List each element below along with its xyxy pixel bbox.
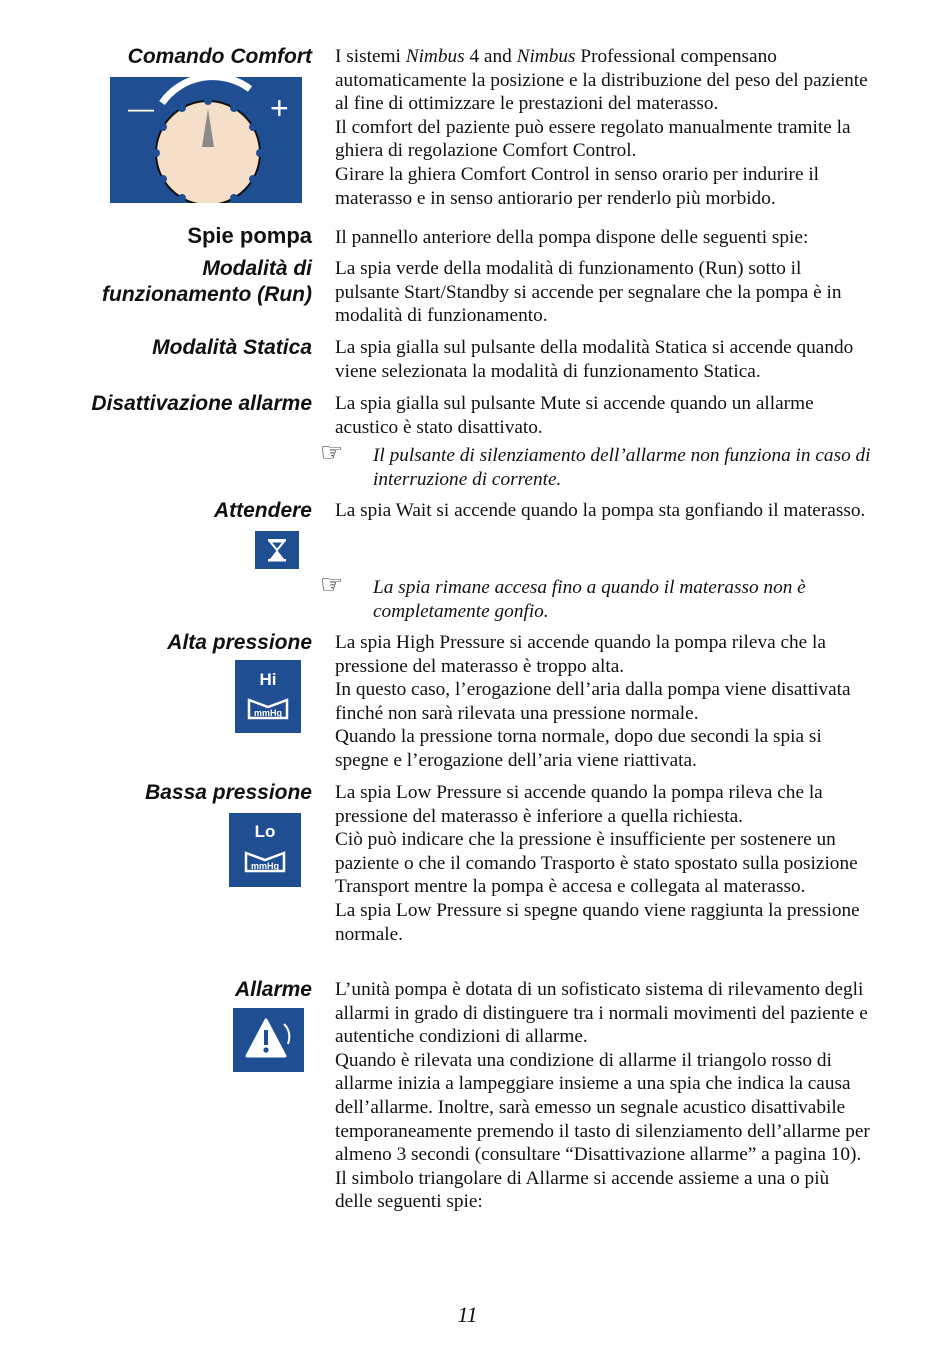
comfort-body (335, 45, 870, 210)
low-paragraph-1: La spia Low Pressure si accende quando la pompa rileva che la pressione del materasso è inferiore a quella richiesta. (335, 782, 823, 827)
hi-label: Hi (259, 670, 277, 689)
low-pressure-icon (229, 813, 301, 887)
heading-run-line1: Modalità di (202, 257, 312, 280)
high-pressure-icon (235, 660, 301, 733)
alarm-triangle-icon (233, 1008, 304, 1072)
high-paragraph-2: In questo caso, l’erogazione dell’aria dalla pompa viene disattivata finché non sarà rilevata una pressione normale. (335, 679, 851, 724)
alarm-paragraph-2: Quando è rilevata una condizione di allarme il triangolo rosso di allarme inizia a lampeggiare insieme a una spia che indica la causa dell’allarme. Inoltre, sarà emesso un segnale acustico disattivabile temporaneamente premendo il tasto di silenziamento dell’allarme per almeno 3 secondi (consultare “Disattivazione allarme” a pagina 10). (335, 1049, 870, 1166)
high-paragraph-3: Quando la pressione torna normale, dopo due secondi la spia si spegne e l’erogazione dell’aria viene riattivata. (335, 726, 822, 771)
low-unit: mmHg (250, 861, 280, 871)
low-paragraph-2: Ciò può indicare che la pressione è insufficiente per sostenere un paziente o che il comando Trasporto è stato spostato sulla posizione Transport mentre la pompa è accesa e collegata al materasso. (335, 829, 858, 898)
heading-run-line2: funzionamento (Run) (102, 283, 312, 306)
heading-statica: Modalità Statica (152, 336, 312, 359)
alarm-paragraph-3: Il simbolo triangolare di Allarme si accende assieme a una o più delle seguenti spie: (335, 1167, 830, 1213)
alarm-body (335, 978, 870, 1214)
heading-spie: Spie pompa (187, 223, 312, 248)
plus-icon: + (270, 90, 289, 126)
run-body: La spia verde della modalità di funzionamento (Run) sotto il pulsante Start/Standby si accende per segnalare che la pompa è in modalità di funzionamento. (335, 258, 842, 327)
page-number: 11 (457, 1302, 478, 1327)
heading-comfort: Comando Comfort (127, 45, 312, 68)
mute-body: La spia gialla sul pulsante Mute si accende quando un allarme acustico è stato disattivato. (335, 393, 814, 438)
sound-wave-icon (284, 1024, 289, 1044)
comfort-dial-icon (110, 77, 302, 203)
lo-label: Lo (254, 822, 276, 841)
minus-icon: — (128, 93, 154, 123)
wait-body: La spia Wait si accende quando la pompa sta gonfiando il materasso. (335, 500, 866, 521)
high-unit: mmHg (253, 708, 283, 718)
heading-wait: Attendere (213, 499, 312, 522)
pointing-hand-icon: ☞ (320, 570, 344, 599)
pointing-hand-icon: ☞ (320, 438, 344, 467)
comfort-paragraph-1: I sistemi Nimbus 4 and Nimbus Professional compensano automaticamente la posizione e la distribuzione del peso del paziente al fine di ottimizzare le prestazioni del materasso. (335, 46, 868, 115)
comfort-paragraph-2: Il comfort del paziente può essere regolato manualmente tramite la ghiera di regolazione Comfort Control. (335, 116, 851, 162)
comfort-paragraph-3: Girare la ghiera Comfort Control in senso orario per indurire il materasso e in senso antiorario per renderlo più morbido. (335, 163, 820, 209)
heading-run (102, 256, 312, 308)
high-paragraph-1: La spia High Pressure si accende quando la pompa rileva che la pressione del materasso è troppo alta. (335, 632, 826, 677)
high-body (335, 631, 870, 773)
heading-high: Alta pressione (167, 631, 312, 654)
heading-alarm: Allarme (234, 978, 312, 1001)
wait-note-text: La spia rimane accesa fino a quando il materasso non è completamente gonfio. (373, 577, 806, 622)
heading-mute: Disattivazione allarme (91, 392, 312, 415)
heading-low: Bassa pressione (145, 781, 312, 804)
low-paragraph-3: La spia Low Pressure si spegne quando viene raggiunta la pressione normale. (335, 899, 860, 945)
hourglass-icon (255, 531, 299, 569)
spie-body: Il pannello anteriore della pompa dispone delle seguenti spie: (335, 227, 809, 248)
low-body (335, 781, 870, 946)
mute-note-text: Il pulsante di silenziamento dell’allarme non funziona in caso di interruzione di corrente. (373, 445, 871, 490)
statica-body: La spia gialla sul pulsante della modalità Statica si accende quando viene selezionata la modalità di funzionamento Statica. (335, 337, 854, 382)
alarm-paragraph-1: L’unità pompa è dotata di un sofisticato sistema di rilevamento degli allarmi in grado di distinguere tra i normali movimenti del paziente e autentiche condizioni di allarme. (335, 979, 868, 1048)
